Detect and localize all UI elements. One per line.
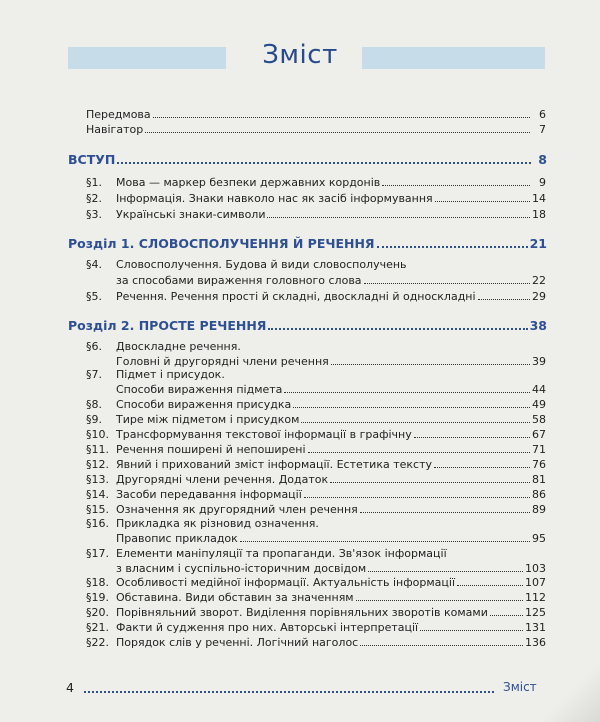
toc-entry[interactable]: §14. Засоби передавання інформації 86: [86, 488, 546, 501]
toc-section-1[interactable]: Розділ 1. СЛОВОСПОЛУЧЕННЯ Й РЕЧЕННЯ 21: [68, 236, 547, 251]
toc-entry[interactable]: §21. Факти й судження про них. Авторські інтерпретації 131: [86, 621, 546, 634]
toc-entry[interactable]: §5. Речення. Речення прості й складні, двоскладні й односкладні 29: [86, 290, 546, 303]
page-title: Зміст: [262, 40, 338, 70]
toc-section-2[interactable]: Розділ 2. ПРОСТЕ РЕЧЕННЯ 38: [68, 318, 547, 333]
toc-entry[interactable]: Способи вираження підмета 44: [116, 383, 546, 396]
toc-entry-num: §17.: [86, 547, 109, 560]
toc-entry-num: §7.: [86, 368, 102, 381]
toc-entry[interactable]: §13. Другорядні члени речення. Додаток 81: [86, 473, 546, 486]
toc-entry-num: §6.: [86, 340, 102, 353]
footer-label: Зміст: [503, 680, 537, 694]
toc-entry-line: Двоскладне речення.: [116, 340, 241, 353]
toc-entry[interactable]: §19. Обставина. Види обставин за значенням 112: [86, 591, 546, 604]
toc-entry-num: §4.: [86, 258, 102, 271]
toc-section-intro[interactable]: ВСТУП 8: [68, 152, 547, 167]
toc-entry[interactable]: §12. Явний і прихований зміст інформації. Естетика тексту 76: [86, 458, 546, 471]
toc-entry[interactable]: §22. Порядок слів у реченні. Логічний наголос 136: [86, 636, 546, 649]
toc-entry[interactable]: §20. Порівняльний зворот. Виділення порівняльних зворотів комами 125: [86, 606, 546, 619]
toc-entry[interactable]: §10. Трансформування текстової інформації в графічну 67: [86, 428, 546, 441]
toc-entry[interactable]: Правопис прикладок 95: [116, 532, 546, 545]
toc-entry[interactable]: §11. Речення поширені й непоширені 71: [86, 443, 546, 456]
footer-dot-leader: [84, 690, 494, 693]
toc-entry[interactable]: Головні й другорядні члени речення 39: [116, 355, 546, 368]
toc-entry[interactable]: §3. Українські знаки-символи 18: [86, 208, 546, 221]
toc-entry[interactable]: §18. Особливості медійної інформації. Актуальність інформації 107: [86, 576, 546, 589]
toc-entry[interactable]: §15. Означення як другорядний член речення 89: [86, 503, 546, 516]
toc-entry-line: Словосполучення. Будова й види словосполучень: [116, 258, 407, 271]
toc-entry[interactable]: §8. Способи вираження присудка 49: [86, 398, 546, 411]
toc-entry-preface[interactable]: Передмова 6: [86, 108, 546, 121]
toc-entry[interactable]: за способами вираження головного слова 22: [116, 274, 546, 287]
toc-entry[interactable]: §1. Мова — маркер безпеки державних кордонів 9: [86, 176, 546, 189]
toc-entry-line: Підмет і присудок.: [116, 368, 225, 381]
toc-entry[interactable]: §2. Інформація. Знаки навколо нас як засіб інформування 14: [86, 192, 546, 205]
toc-entry[interactable]: §9. Тире між підметом і присудком 58: [86, 413, 546, 426]
toc-entry-num: §16.: [86, 517, 109, 530]
toc-entry[interactable]: з власним і суспільно-історичним досвідом 103: [116, 562, 546, 575]
toc-entry-line: Прикладка як різновид означення.: [116, 517, 319, 530]
toc-entry-navigator[interactable]: Навігатор 7: [86, 123, 546, 136]
page-shadow: [540, 662, 600, 722]
toc-entry-line: Елементи маніпуляції та пропаганди. Зв'язок інформації: [116, 547, 447, 560]
footer-page-number: 4: [66, 680, 74, 695]
